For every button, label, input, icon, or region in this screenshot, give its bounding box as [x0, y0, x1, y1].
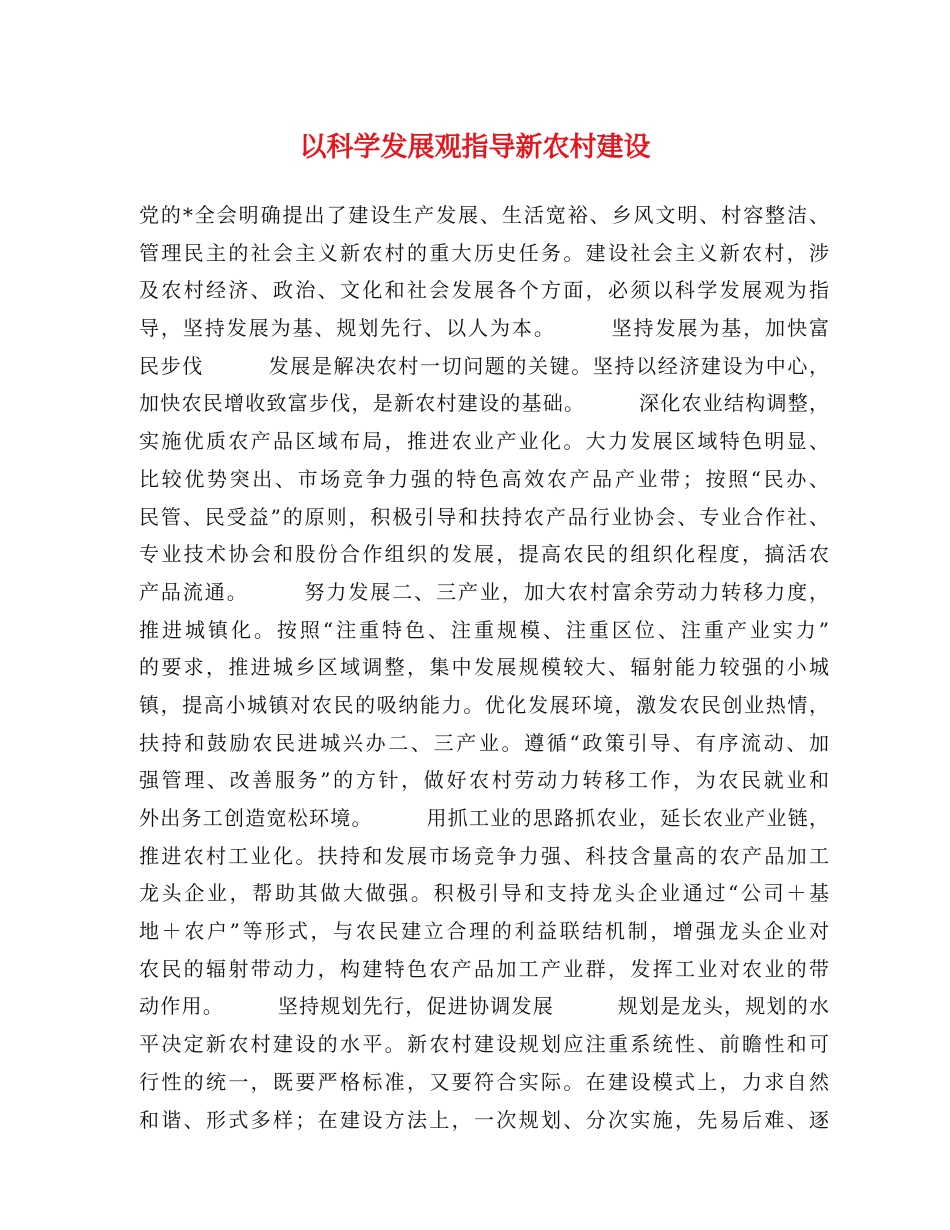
body-line: 实施优质农产品区域布局，推进农业产业化。大力发展区域特色明显、 [139, 429, 829, 454]
body-line: 强管理、改善服务”的方针，做好农村劳动力转移工作，为农民就业和 [139, 768, 829, 793]
body-line: 外出务工创造宽松环境。 用抓工业的思路抓农业，延长农业产业链， [139, 806, 829, 830]
body-line: 扶持和鼓励农民进城兴办二、三产业。遵循“政策引导、有序流动、加 [139, 730, 829, 755]
body-line: 民管、民受益”的原则，积极引导和扶持农产品行业协会、专业合作社、 [139, 504, 829, 529]
document-title: 以科学发展观指导新农村建设 [299, 132, 651, 163]
body-line: 农民的辐射带动力，构建特色农产品加工产业群，发挥工业对农业的带 [139, 956, 829, 981]
body-line: 的要求，推进城乡区域调整，集中发展规模较大、辐射能力较强的小城 [139, 655, 829, 680]
body-line: 管理民主的社会主义新农村的重大历史任务。建设社会主义新农村，涉 [139, 240, 829, 265]
body-line: 产品流通。 努力发展二、三产业，加大农村富余劳动力转移力度， [139, 579, 829, 604]
body-line: 推进农村工业化。扶持和发展市场竞争力强、科技含量高的农产品加工 [139, 843, 829, 868]
body-line: 加快农民增收致富步伐，是新农村建设的基础。 深化农业结构调整， [139, 391, 829, 416]
body-line: 行性的统一，既要严格标准，又要符合实际。在建设模式上，力求自然 [139, 1069, 829, 1094]
body-line: 比较优势突出、市场竞争力强的特色高效农产品产业带；按照“民办、 [139, 466, 829, 491]
body-line: 专业技术协会和股份合作组织的发展，提高农民的组织化程度，搞活农 [139, 542, 829, 567]
body-line: 平决定新农村建设的水平。新农村建设规划应注重系统性、前瞻性和可 [139, 1032, 829, 1057]
body-line: 党的*全会明确提出了建设生产发展、生活宽裕、乡风文明、村容整洁、 [139, 203, 829, 227]
body-line: 镇，提高小城镇对农民的吸纳能力。优化发展环境，激发农民创业热情， [139, 692, 829, 717]
body-line: 和谐、形式多样；在建设方法上，一次规划、分次实施，先易后难、逐 [139, 1107, 829, 1132]
document-body [139, 197, 829, 1139]
body-line: 动作用。 坚持规划先行，促进协调发展 规划是龙头，规划的水 [139, 994, 829, 1019]
body-line: 地＋农户”等形式，与农民建立合理的利益联结机制，增强龙头企业对 [139, 919, 829, 944]
body-line: 民步伐 发展是解决农村一切问题的关键。坚持以经济建设为中心， [139, 353, 829, 378]
body-line: 推进城镇化。按照“注重特色、注重规模、注重区位、注重产业实力” [139, 617, 829, 642]
body-line: 龙头企业，帮助其做大做强。积极引导和支持龙头企业通过“公司＋基 [139, 881, 829, 906]
body-line: 及农村经济、政治、文化和社会发展各个方面，必须以科学发展观为指 [139, 278, 829, 303]
body-line: 导，坚持发展为基、规划先行、以人为本。 坚持发展为基，加快富 [139, 316, 829, 341]
